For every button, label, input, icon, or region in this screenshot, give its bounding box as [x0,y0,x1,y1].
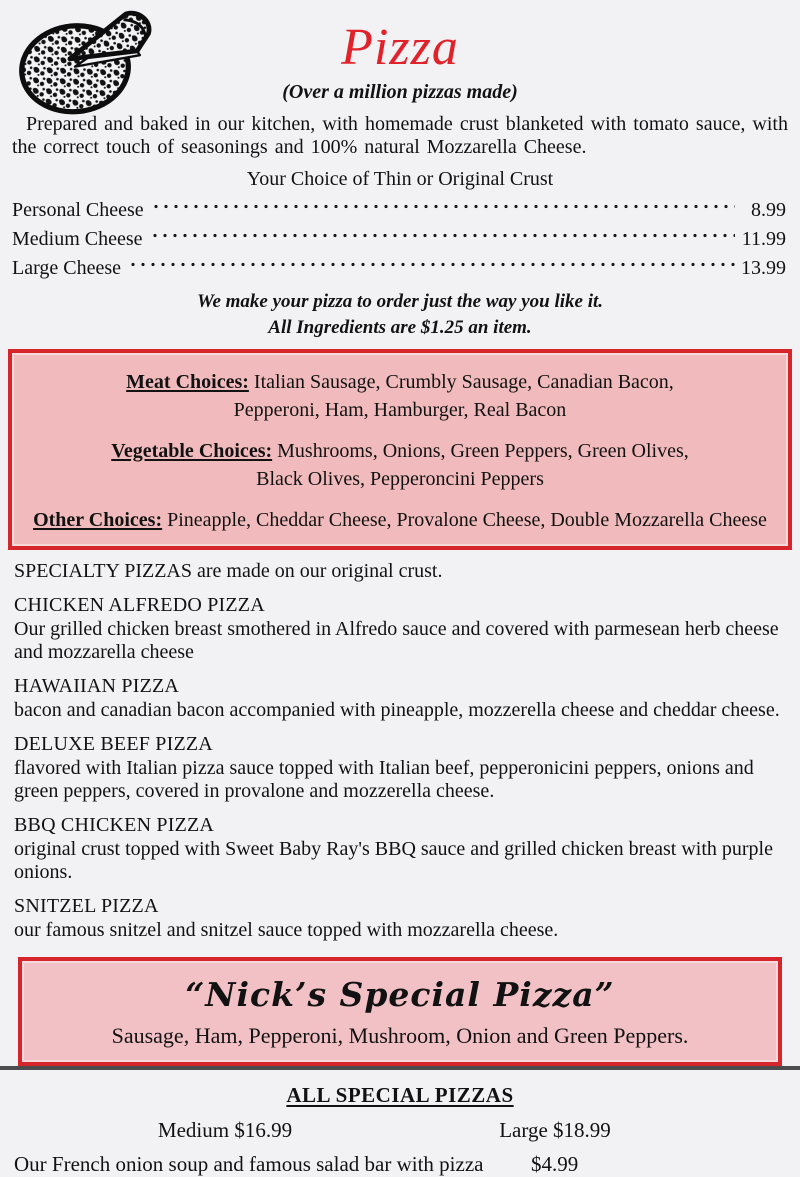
note-line: We make your pizza to order just the way you like it. [196,291,604,313]
menu-item-row [12,199,786,222]
vegetable-choices-label: Vegetable Choices: [111,439,273,462]
specialty-item-description: Our grilled chicken breast smothered in Alfredo sauce and covered with parmesean herb cheese and mozzarella cheese [14,617,779,663]
dot-leader [151,203,735,216]
item-name: Medium Cheese [12,228,143,251]
dot-leader [150,232,735,245]
menu-item-row [12,257,786,280]
page-bottom-edge [0,1066,800,1070]
vegetable-choices-line1 [30,437,770,465]
intro-paragraph: Prepared and baked in our kitchen, with homemade crust blanketed with tomato sauce, with the correct touch of seasonings and 100% natural Mozzarella Cheese. [12,113,788,159]
specialty-item-name: BBQ CHICKEN PIZZA [14,813,215,836]
item-price: 8.99 [751,199,786,222]
other-choices-line1 [30,506,770,534]
soup-salad-price: $4.99 [531,1151,579,1176]
item-price: 13.99 [741,257,786,280]
item-name: Large Cheese [12,257,122,280]
specialty-item-description: our famous snitzel and snitzel sauce topped with mozzarella cheese. [14,918,559,941]
meat-choices-line2: Pepperoni, Ham, Hamburger, Real Bacon [233,398,567,421]
specialty-item-name: HAWAIIAN PIZZA [14,674,180,697]
specialty-item-description: original crust topped with Sweet Baby Ray's BBQ sauce and grilled chicken breast with purple onions. [14,837,773,883]
vegetable-choices-items: Mushrooms, Onions, Green Peppers, Green Olives, [277,439,689,462]
other-choices-items: Pineapple, Cheddar Cheese, Provalone Cheese, Double Mozzarella Cheese [167,508,767,531]
page-title: Pizza [341,19,459,76]
choice-group-vegetable [30,437,770,493]
item-price: 11.99 [741,228,786,251]
pizza-illustration [14,5,157,118]
vegetable-choices-line2: Black Olives, Pepperoncini Peppers [256,467,544,490]
meat-choices-items: Italian Sausage, Crumbly Sausage, Canadian Bacon, [253,370,674,393]
specialty-item-name: SNITZEL PIZZA [14,894,159,917]
specialty-pizzas-section [14,560,786,942]
other-choices-label: Other Choices: [33,508,163,531]
note-line: All Ingredients are $1.25 an item. [268,317,532,339]
crust-choice-line: Your Choice of Thin or Original Crust [246,168,554,191]
all-special-pizzas-header: ALL SPECIAL PIZZAS [286,1082,514,1107]
medium-size-price: Medium $16.99 [157,1117,293,1142]
choice-group-meat [30,368,770,424]
specialty-item [14,594,786,664]
choice-group-other [30,506,770,534]
specialty-item-name: DELUXE BEEF PIZZA [14,732,213,755]
nicks-special-title: “Nick’s Special Pizza” [185,974,615,1014]
specialty-item-name: CHICKEN ALFREDO PIZZA [14,593,265,616]
soup-salad-line [0,1152,800,1177]
meat-choices-line1 [30,368,770,396]
soup-salad-text: Our French onion soup and famous salad bar with pizza [14,1151,484,1176]
specialty-header: SPECIALTY PIZZAS are made on our original crust. [14,559,443,582]
specialty-item [14,814,786,884]
cheese-price-list [12,199,786,280]
nicks-special-box [18,957,782,1066]
menu-item-row [12,228,786,251]
tagline: (Over a million pizzas made) [282,81,518,103]
special-sizes-row [0,1118,800,1143]
topping-choices-box [8,349,792,550]
item-name: Personal Cheese [12,199,144,222]
menu-header [0,0,800,106]
dot-leader [128,261,735,274]
specialty-item-description: bacon and canadian bacon accompanied with pineapple, mozzerella cheese and cheddar cheese. [14,698,780,721]
specialty-item [14,733,786,803]
specialty-item [14,895,786,942]
nicks-special-description: Sausage, Ham, Pepperoni, Mushroom, Onion and Green Peppers. [111,1022,689,1048]
order-notes [0,289,800,340]
specialty-item-description: flavored with Italian pizza sauce topped with Italian beef, pepperonicini peppers, onions and green peppers, covered in provalone and mozzerella cheese. [14,756,754,802]
large-size-price: Large $18.99 [499,1117,611,1142]
meat-choices-label: Meat Choices: [126,370,249,393]
specialty-item [14,675,786,722]
